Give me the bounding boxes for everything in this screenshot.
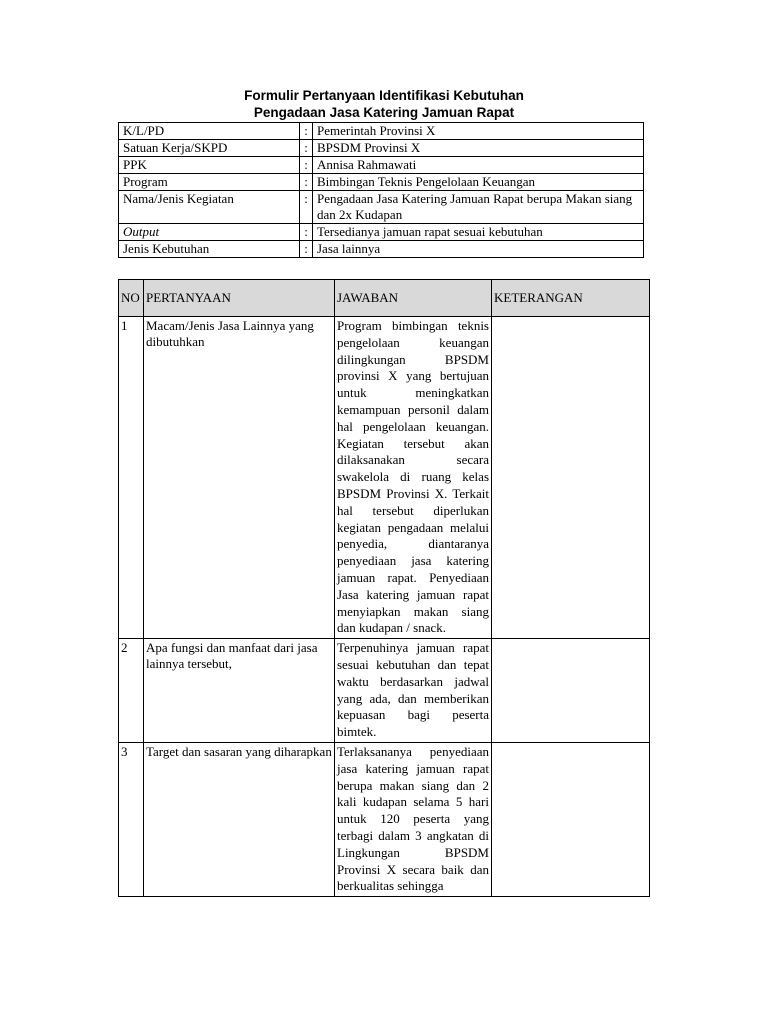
info-label: Satuan Kerja/SKPD	[119, 140, 300, 157]
info-value: Tersedianya jamuan rapat sesuai kebutuhan	[313, 224, 644, 241]
row-note	[492, 317, 650, 639]
row-number: 2	[119, 639, 144, 743]
info-label: PPK	[119, 157, 300, 174]
info-value: Pemerintah Provinsi X	[313, 123, 644, 140]
table-row	[119, 317, 650, 639]
row-answer: Terpenuhinya jamuan rapat sesuai kebutuhan dan tepat waktu berdasarkan jadwal yang ada, dan memberikan kepuasan bagi peserta bimtek.	[335, 639, 492, 743]
row-question: Apa fungsi dan manfaat dari jasa lainnya tersebut,	[144, 639, 335, 743]
table-header-row	[119, 280, 650, 317]
form-subtitle: Pengadaan Jasa Katering Jamuan Rapat	[253, 105, 515, 120]
row-answer: Program bimbingan teknis pengelolaan keuangan dilingkungan BPSDM provinsi X yang bertujuan untuk meningkatkan kemampuan personil dalam hal pengelolaan keuangan. Kegiatan tersebut akan dilaksanakan secara swakelola di ruang kelas BPSDM Provinsi X. Terkait hal tersebut diperlukan kegiatan pengadaan melalui penyedia, diantaranya penyediaan jasa katering jamuan rapat. Penyediaan Jasa katering jamuan rapat menyiapkan makan siang dan kudapan / snack.	[335, 317, 492, 639]
info-row	[119, 157, 644, 174]
form-title: Formulir Pertanyaan Identifikasi Kebutuhan	[244, 88, 524, 103]
info-separator: :	[300, 123, 313, 140]
info-label: Program	[119, 174, 300, 191]
info-separator: :	[300, 174, 313, 191]
info-row	[119, 123, 644, 140]
info-separator: :	[300, 157, 313, 174]
info-label: Nama/Jenis Kegiatan	[119, 191, 300, 224]
info-value: BPSDM Provinsi X	[313, 140, 644, 157]
info-separator: :	[300, 224, 313, 241]
info-label: Jenis Kebutuhan	[119, 241, 300, 258]
info-table	[118, 122, 644, 258]
row-number: 1	[119, 317, 144, 639]
info-row	[119, 191, 644, 224]
question-table	[118, 279, 650, 897]
info-row	[119, 241, 644, 258]
row-question: Target dan sasaran yang diharapkan	[144, 742, 335, 896]
header-pertanyaan: PERTANYAAN	[144, 280, 335, 317]
row-question: Macam/Jenis Jasa Lainnya yang dibutuhkan	[144, 317, 335, 639]
row-note	[492, 639, 650, 743]
info-separator: :	[300, 191, 313, 224]
info-row	[119, 174, 644, 191]
header-no: NO	[119, 280, 144, 317]
info-separator: :	[300, 140, 313, 157]
info-value: Annisa Rahmawati	[313, 157, 644, 174]
info-label: Output	[119, 224, 300, 241]
info-separator: :	[300, 241, 313, 258]
table-row	[119, 742, 650, 896]
row-note	[492, 742, 650, 896]
header-keterangan: KETERANGAN	[492, 280, 650, 317]
info-label: K/L/PD	[119, 123, 300, 140]
info-value: Pengadaan Jasa Katering Jamuan Rapat berupa Makan siang dan 2x Kudapan	[313, 191, 644, 224]
info-row	[119, 224, 644, 241]
row-number: 3	[119, 742, 144, 896]
header-jawaban: JAWABAN	[335, 280, 492, 317]
info-value: Jasa lainnya	[313, 241, 644, 258]
table-row	[119, 639, 650, 743]
info-row	[119, 140, 644, 157]
row-answer: Terlaksananya penyediaan jasa katering jamuan rapat berupa makan siang dan 2 kali kudapan selama 5 hari untuk 120 peserta yang terbagi dalam 3 angkatan di Lingkungan BPSDM Provinsi X secara baik dan berkualitas sehingga	[335, 742, 492, 896]
info-value: Bimbingan Teknis Pengelolaan Keuangan	[313, 174, 644, 191]
